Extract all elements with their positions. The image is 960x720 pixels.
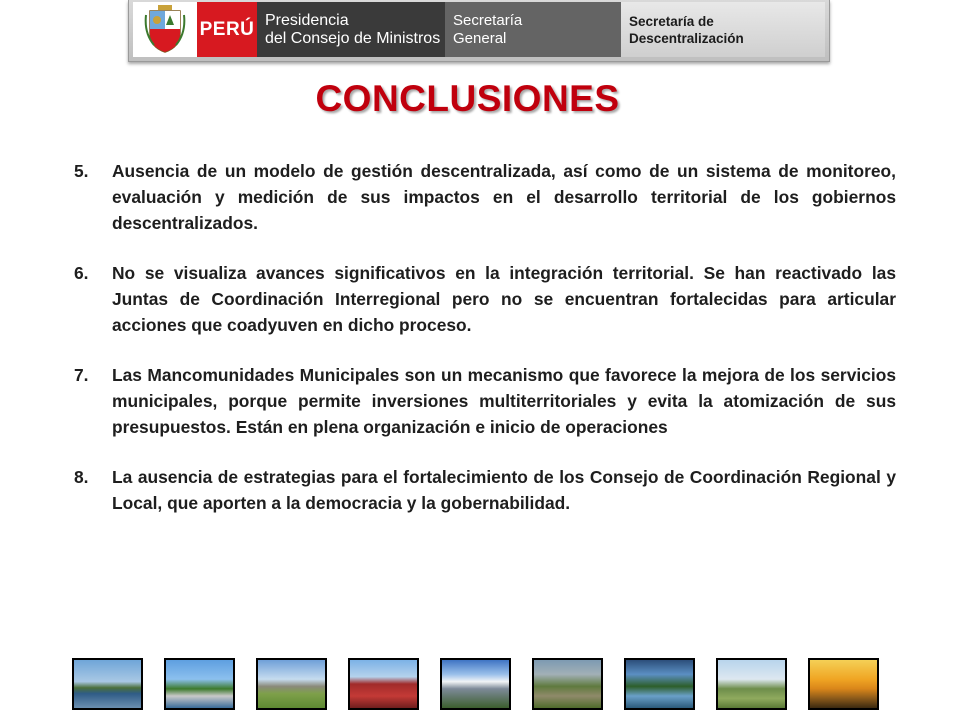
- item-number: 8.: [74, 467, 89, 487]
- item-text: Ausencia de un modelo de gestión descentralizada, así como de un sistema de monitoreo, evaluación y medición de sus impactos en el desarrollo territorial de los gobiernos descentralizados.: [112, 161, 896, 233]
- item-number: 5.: [74, 161, 89, 181]
- list-item: [74, 362, 896, 440]
- list-item: [74, 260, 896, 338]
- peru-brand-block: [197, 2, 257, 57]
- item-text: Las Mancomunidades Municipales son un mecanismo que favorece la mejora de los servicios municipales, porque permite inversiones multiterritoriales y evita la atomización de sus presupuestos. Están en plena organización e inicio de operaciones: [112, 365, 896, 437]
- sg-line2: General: [453, 29, 507, 47]
- secretaria-descentralizacion-segment: [621, 2, 825, 57]
- machu-picchu-photo: [532, 658, 603, 710]
- secretaria-general-segment: [445, 2, 621, 57]
- pcm-line1: Presidencia: [265, 11, 349, 29]
- red-building-photo: [348, 658, 419, 710]
- snowy-peak-photo: [440, 658, 511, 710]
- field-photo: [716, 658, 787, 710]
- lagoon-photo: [624, 658, 695, 710]
- sg-line1: Secretaría: [453, 11, 523, 29]
- list-item: [74, 158, 896, 236]
- photo-strip: [72, 658, 881, 710]
- item-number: 7.: [74, 365, 89, 385]
- sd-line1: Secretaría de: [629, 13, 714, 29]
- page-title: CONCLUSIONES: [315, 78, 620, 119]
- pcm-segment: [257, 2, 445, 57]
- lake-photo: [72, 658, 143, 710]
- plaza-photo: [164, 658, 235, 710]
- sunset-photo: [808, 658, 879, 710]
- header-banner: [128, 0, 830, 62]
- item-text: No se visualiza avances significativos en la integración territorial. Se han reactivado las Juntas de Coordinación Interregional pero no se encuentran fortalecidas para articular acciones que coadyuven en dicho proceso.: [112, 263, 896, 335]
- item-number: 6.: [74, 263, 89, 283]
- conclusions-list: [74, 158, 896, 540]
- list-item: [74, 464, 896, 516]
- item-text: La ausencia de estrategias para el fortalecimiento de los Consejo de Coordinación Regional y Local, que aporten a la democracia y la gobernabilidad.: [112, 467, 896, 513]
- mountain-meadow-photo: [256, 658, 327, 710]
- country-label: PERÚ: [199, 18, 255, 40]
- pcm-line2: del Consejo de Ministros: [265, 29, 441, 47]
- sd-line2: Descentralización: [629, 30, 744, 46]
- coat-of-arms-icon: [133, 2, 197, 57]
